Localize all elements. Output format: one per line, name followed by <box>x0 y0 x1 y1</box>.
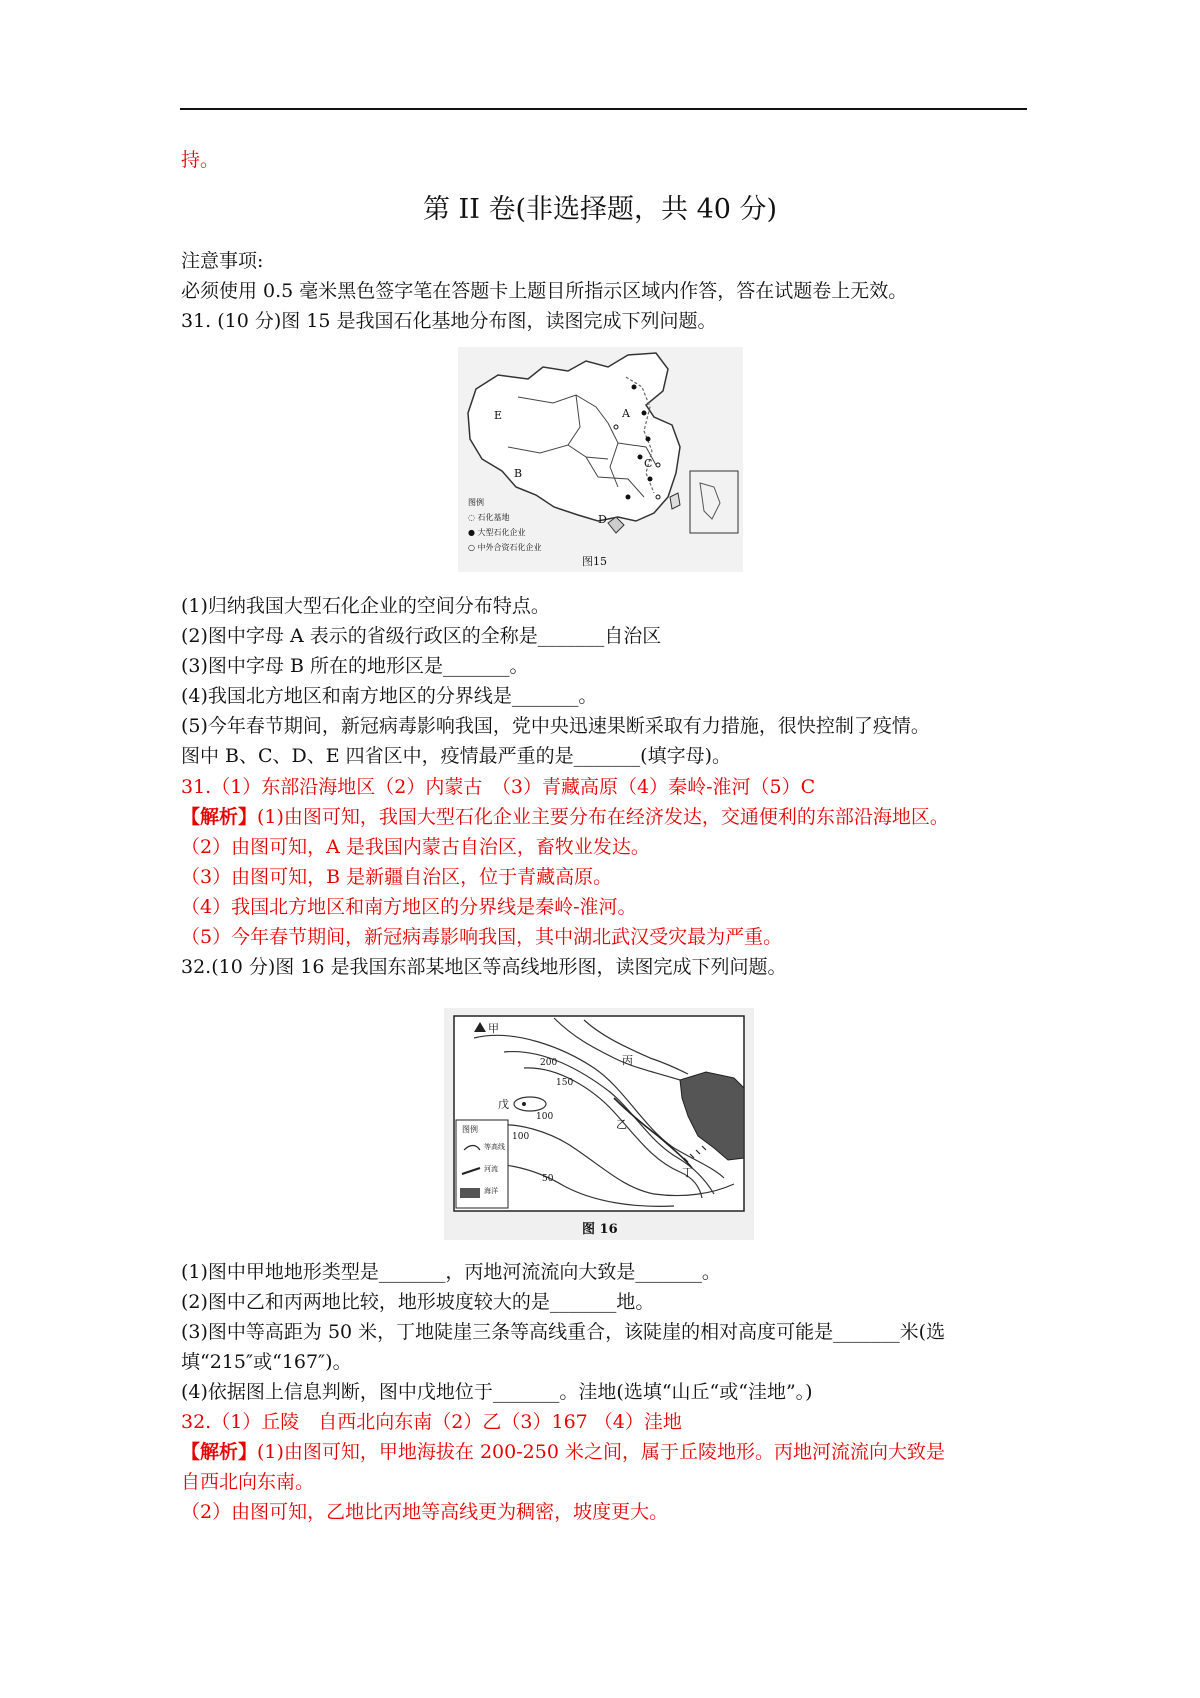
dashed-outline-icon: ◌ <box>468 513 478 522</box>
contour-label: 200 <box>540 1058 558 1068</box>
question-31-item: (2)图中字母 A 表示的省级行政区的全称是_______自治区 <box>181 625 662 647</box>
question-32-stem: 32.(10 分)图 16 是我国东部某地区等高线地形图，读图完成下列问题。 <box>181 956 787 978</box>
filled-dot-icon: ● <box>468 528 478 537</box>
analysis-31-line: （5）今年春节期间，新冠病毒影响我国，其中湖北武汉受灾最为严重。 <box>181 926 783 948</box>
question-31-item: (4)我国北方地区和南方地区的分界线是_______。 <box>181 685 598 707</box>
question-31-item: (3)图中字母 B 所在的地形区是_______。 <box>181 655 529 677</box>
question-31-item: (1)归纳我国大型石化企业的空间分布特点。 <box>181 595 550 617</box>
legend-title: 图例 <box>462 1125 478 1134</box>
contour-label: 50 <box>542 1174 554 1184</box>
answer-31: 31.（1）东部沿海地区（2）内蒙古 （3）青藏高原（4）秦岭-淮河（5）C <box>181 776 816 798</box>
continued-text: 持。 <box>181 149 220 171</box>
open-dot-icon: ○ <box>468 543 478 552</box>
notes-heading: 注意事项: <box>181 250 264 272</box>
contour-label: 100 <box>536 1112 554 1122</box>
question-31-stem: 31. (10 分)图 15 是我国石化基地分布图，读图完成下列问题。 <box>181 310 717 332</box>
figure-15-caption: 图15 <box>582 555 607 568</box>
question-32-item: (3)图中等高距为 50 米，丁地陡崖三条等高线重合，该陡崖的相对高度可能是_______米(选 <box>181 1321 946 1343</box>
question-32-item: (1)图中甲地地形类型是_______，丙地河流流向大致是_______。 <box>181 1261 721 1283</box>
contour-label: 100 <box>512 1132 530 1142</box>
analysis-tag: 【解析】 <box>181 1441 258 1463</box>
question-31-item: (5)今年春节期间，新冠病毒影响我国，党中央迅速果断采取有力措施，很快控制了疫情。 <box>181 715 930 737</box>
analysis-32-line: （2）由图可知，乙地比丙地等高线更为稠密，坡度更大。 <box>181 1501 669 1523</box>
legend-item-contour: 等高线 <box>484 1143 505 1151</box>
map-label-a: A <box>622 407 630 420</box>
section-title: 第 II 卷(非选择题，共 40 分) <box>422 194 778 225</box>
answer-32: 32.（1）丘陵 自西北向东南（2）乙（3）167 （4）洼地 <box>181 1411 682 1433</box>
question-31-item: 图中 B、C、D、E 四省区中，疫情最严重的是_______(填字母)。 <box>181 745 732 767</box>
question-32-item: 填“215″或“167″)。 <box>181 1351 352 1373</box>
map-label-e: E <box>494 409 503 422</box>
figure-15-map <box>458 347 743 572</box>
place-label-jia: 甲 <box>488 1022 499 1035</box>
header-rule <box>180 108 1027 110</box>
analysis-31-line: （4）我国北方地区和南方地区的分界线是秦岭-淮河。 <box>181 896 637 918</box>
legend-item: ◌ 石化基地 <box>468 513 510 522</box>
place-label-yi: 乙 <box>616 1118 627 1131</box>
contour-label: 150 <box>556 1078 574 1088</box>
legend-item-sea: 海洋 <box>484 1187 498 1195</box>
notes-text: 必须使用 0.5 毫米黑色签字笔在答题卡上题目所指示区域内作答，答在试题卷上无效。 <box>181 280 908 302</box>
analysis-32-line: 自西北向东南。 <box>181 1471 315 1493</box>
place-label-wu: 戊 <box>498 1098 509 1111</box>
legend-item-river: 河流 <box>484 1165 498 1173</box>
map-label-b: B <box>514 467 523 480</box>
analysis-tag: 【解析】 <box>181 806 258 828</box>
analysis-32-line: 【解析】(1)由图可知，甲地海拔在 200-250 米之间，属于丘陵地形。丙地河流流向大致是 <box>181 1441 945 1463</box>
question-32-item: (2)图中乙和丙两地比较，地形坡度较大的是_______地。 <box>181 1291 655 1313</box>
place-label-ding: 丁 <box>682 1166 693 1179</box>
analysis-31-line: 【解析】(1)由图可知，我国大型石化企业主要分布在经济发达，交通便利的东部沿海地区。 <box>181 806 949 828</box>
legend-item: ○ 中外合资石化企业 <box>468 543 542 552</box>
figure-16-caption: 图 16 <box>582 1222 618 1237</box>
legend-title: 图例 <box>468 498 484 507</box>
analysis-31-line: （3）由图可知，B 是新疆自治区，位于青藏高原。 <box>181 866 613 888</box>
figure-16-contour-map <box>444 1008 754 1240</box>
question-32-item: (4)依据图上信息判断，图中戊地位于_______。洼地(选填“山丘“或“洼地”。) <box>181 1381 813 1403</box>
map-label-d: D <box>598 513 607 526</box>
map-label-c: C <box>644 457 653 470</box>
analysis-31-line: （2）由图可知，A 是我国内蒙古自治区，畜牧业发达。 <box>181 836 650 858</box>
legend-item: ● 大型石化企业 <box>468 528 526 537</box>
place-label-bing: 丙 <box>622 1054 633 1067</box>
